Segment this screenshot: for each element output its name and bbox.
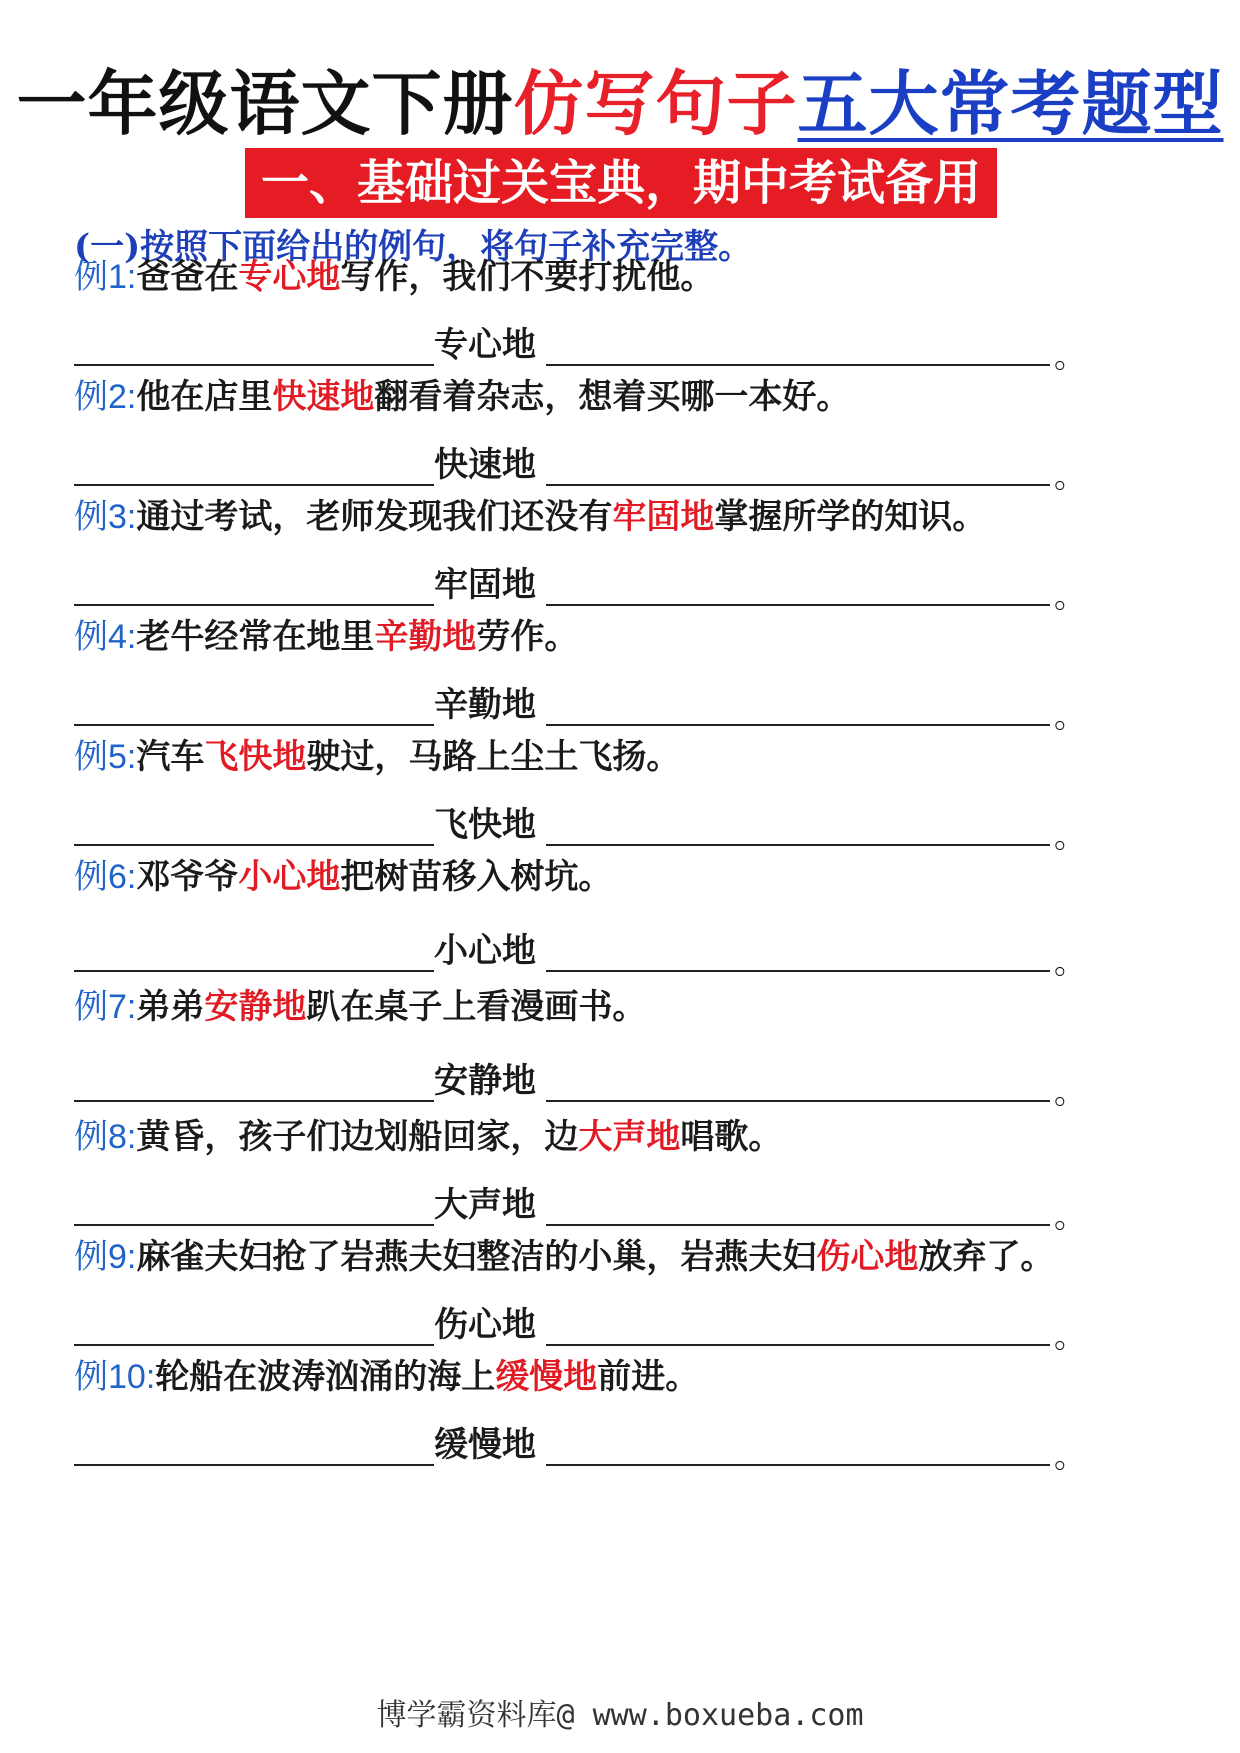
title-part-types: 五大常考题型 <box>797 62 1224 145</box>
example-text-before: 弟弟 <box>136 987 205 1027</box>
answer-keyword: 专心地 <box>434 325 536 365</box>
example-keyword: 专心地 <box>238 257 341 297</box>
example-text-after: 放弃了。 <box>918 1237 1055 1277</box>
example-keyword: 快速地 <box>272 377 375 417</box>
example-text-before: 爸爸在 <box>136 257 239 297</box>
answer-keyword: 快速地 <box>434 445 536 485</box>
blank-line-right[interactable] <box>546 364 1050 366</box>
example-text-before: 他在店里 <box>136 377 273 417</box>
blank-line-left[interactable] <box>74 1344 434 1346</box>
blank-line-right[interactable] <box>546 1224 1050 1226</box>
period-mark: 。 <box>1054 337 1087 375</box>
example-text-after: 趴在桌子上看漫画书。 <box>306 987 647 1027</box>
title-part-topic: 仿写句子 <box>513 62 798 145</box>
example-keyword: 缓慢地 <box>495 1357 598 1397</box>
answer-row-6 <box>74 924 1087 981</box>
example-text-before: 轮船在波涛汹涌的海上 <box>155 1357 496 1397</box>
blank-line-left[interactable] <box>74 724 434 726</box>
period-mark: 。 <box>1054 697 1087 735</box>
example-label: 例10: <box>74 1358 156 1396</box>
example-text-after: 唱歌。 <box>680 1117 783 1157</box>
answer-keyword: 伤心地 <box>434 1305 536 1345</box>
answer-row-5 <box>74 798 1087 855</box>
answer-keyword: 缓慢地 <box>434 1425 536 1465</box>
example-keyword: 安静地 <box>204 987 307 1027</box>
example-keyword: 飞快地 <box>204 737 307 777</box>
example-keyword: 伤心地 <box>816 1237 919 1277</box>
blank-line-left[interactable] <box>74 484 434 486</box>
example-label: 例7: <box>74 988 137 1026</box>
example-text-after: 把树苗移入树坑。 <box>340 857 613 897</box>
example-text-before: 通过考试，老师发现我们还没有 <box>136 497 613 537</box>
example-label: 例9: <box>74 1238 137 1276</box>
example-sentence-2 <box>74 372 850 422</box>
period-mark: 。 <box>1054 1197 1087 1235</box>
example-label: 例5: <box>74 738 137 776</box>
example-keyword: 小心地 <box>238 857 341 897</box>
answer-row-10 <box>74 1418 1087 1475</box>
answer-row-9 <box>74 1298 1087 1355</box>
example-label: 例6: <box>74 858 137 896</box>
answer-keyword: 辛勤地 <box>434 685 536 725</box>
example-sentence-10 <box>74 1352 699 1402</box>
example-sentence-5 <box>74 732 680 782</box>
example-label: 例3: <box>74 498 137 536</box>
example-text-after: 掌握所学的知识。 <box>714 497 987 537</box>
blank-line-right[interactable] <box>546 604 1050 606</box>
example-text-after: 翻看着杂志，想着买哪一本好。 <box>374 377 851 417</box>
page-title <box>0 54 1240 154</box>
section-instruction: (一)按照下面给出的例句，将句子补充完整。 <box>74 227 753 267</box>
blank-line-left[interactable] <box>74 844 434 846</box>
example-text-before: 汽车 <box>136 737 205 777</box>
example-label: 例4: <box>74 618 137 656</box>
blank-line-left[interactable] <box>74 1100 434 1102</box>
section-banner: 一、基础过关宝典，期中考试备用 <box>245 148 997 218</box>
period-mark: 。 <box>1054 577 1087 615</box>
example-sentence-1 <box>74 252 714 302</box>
footer-watermark: 博学霸资料库@ www.boxueba.com <box>376 1698 864 1733</box>
example-text-after: 劳作。 <box>476 617 579 657</box>
blank-line-left[interactable] <box>74 970 434 972</box>
period-mark: 。 <box>1054 457 1087 495</box>
answer-keyword: 安静地 <box>434 1061 536 1101</box>
answer-row-8 <box>74 1178 1087 1235</box>
answer-keyword: 牢固地 <box>434 565 536 605</box>
example-label: 例8: <box>74 1118 137 1156</box>
period-mark: 。 <box>1054 1437 1087 1475</box>
example-text-before: 麻雀夫妇抢了岩燕夫妇整洁的小巢，岩燕夫妇 <box>136 1237 817 1277</box>
example-text-before: 老牛经常在地里 <box>136 617 375 657</box>
blank-line-left[interactable] <box>74 1224 434 1226</box>
period-mark: 。 <box>1054 1317 1087 1355</box>
example-text-after: 驶过，马路上尘土飞扬。 <box>306 737 681 777</box>
example-sentence-3 <box>74 492 986 542</box>
example-sentence-7 <box>74 982 646 1032</box>
example-sentence-8 <box>74 1112 782 1162</box>
answer-row-2 <box>74 438 1087 495</box>
answer-row-4 <box>74 678 1087 735</box>
example-sentence-9 <box>74 1232 1054 1282</box>
example-sentence-4 <box>74 612 578 662</box>
blank-line-left[interactable] <box>74 604 434 606</box>
example-label: 例1: <box>74 258 137 296</box>
answer-keyword: 飞快地 <box>434 805 536 845</box>
blank-line-right[interactable] <box>546 484 1050 486</box>
title-part-grade: 一年级语文下册 <box>16 62 514 145</box>
period-mark: 。 <box>1054 1073 1087 1111</box>
answer-keyword: 大声地 <box>434 1185 536 1225</box>
answer-keyword: 小心地 <box>434 931 536 971</box>
blank-line-right[interactable] <box>546 1344 1050 1346</box>
example-text-after: 前进。 <box>597 1357 700 1397</box>
period-mark: 。 <box>1054 817 1087 855</box>
answer-row-7 <box>74 1054 1087 1111</box>
answer-row-3 <box>74 558 1087 615</box>
blank-line-left[interactable] <box>74 1464 434 1466</box>
blank-line-right[interactable] <box>546 1100 1050 1102</box>
example-keyword: 大声地 <box>578 1117 681 1157</box>
example-sentence-6 <box>74 852 612 902</box>
example-text-before: 邓爷爷 <box>136 857 239 897</box>
blank-line-right[interactable] <box>546 844 1050 846</box>
example-keyword: 牢固地 <box>612 497 715 537</box>
blank-line-right[interactable] <box>546 1464 1050 1466</box>
example-label: 例2: <box>74 378 137 416</box>
period-mark: 。 <box>1054 943 1087 981</box>
example-keyword: 辛勤地 <box>374 617 477 657</box>
blank-line-right[interactable] <box>546 970 1050 972</box>
blank-line-right[interactable] <box>546 724 1050 726</box>
example-text-after: 写作，我们不要打扰他。 <box>340 257 715 297</box>
example-text-before: 黄昏，孩子们边划船回家，边 <box>136 1117 579 1157</box>
blank-line-left[interactable] <box>74 364 434 366</box>
answer-row-1 <box>74 318 1087 375</box>
